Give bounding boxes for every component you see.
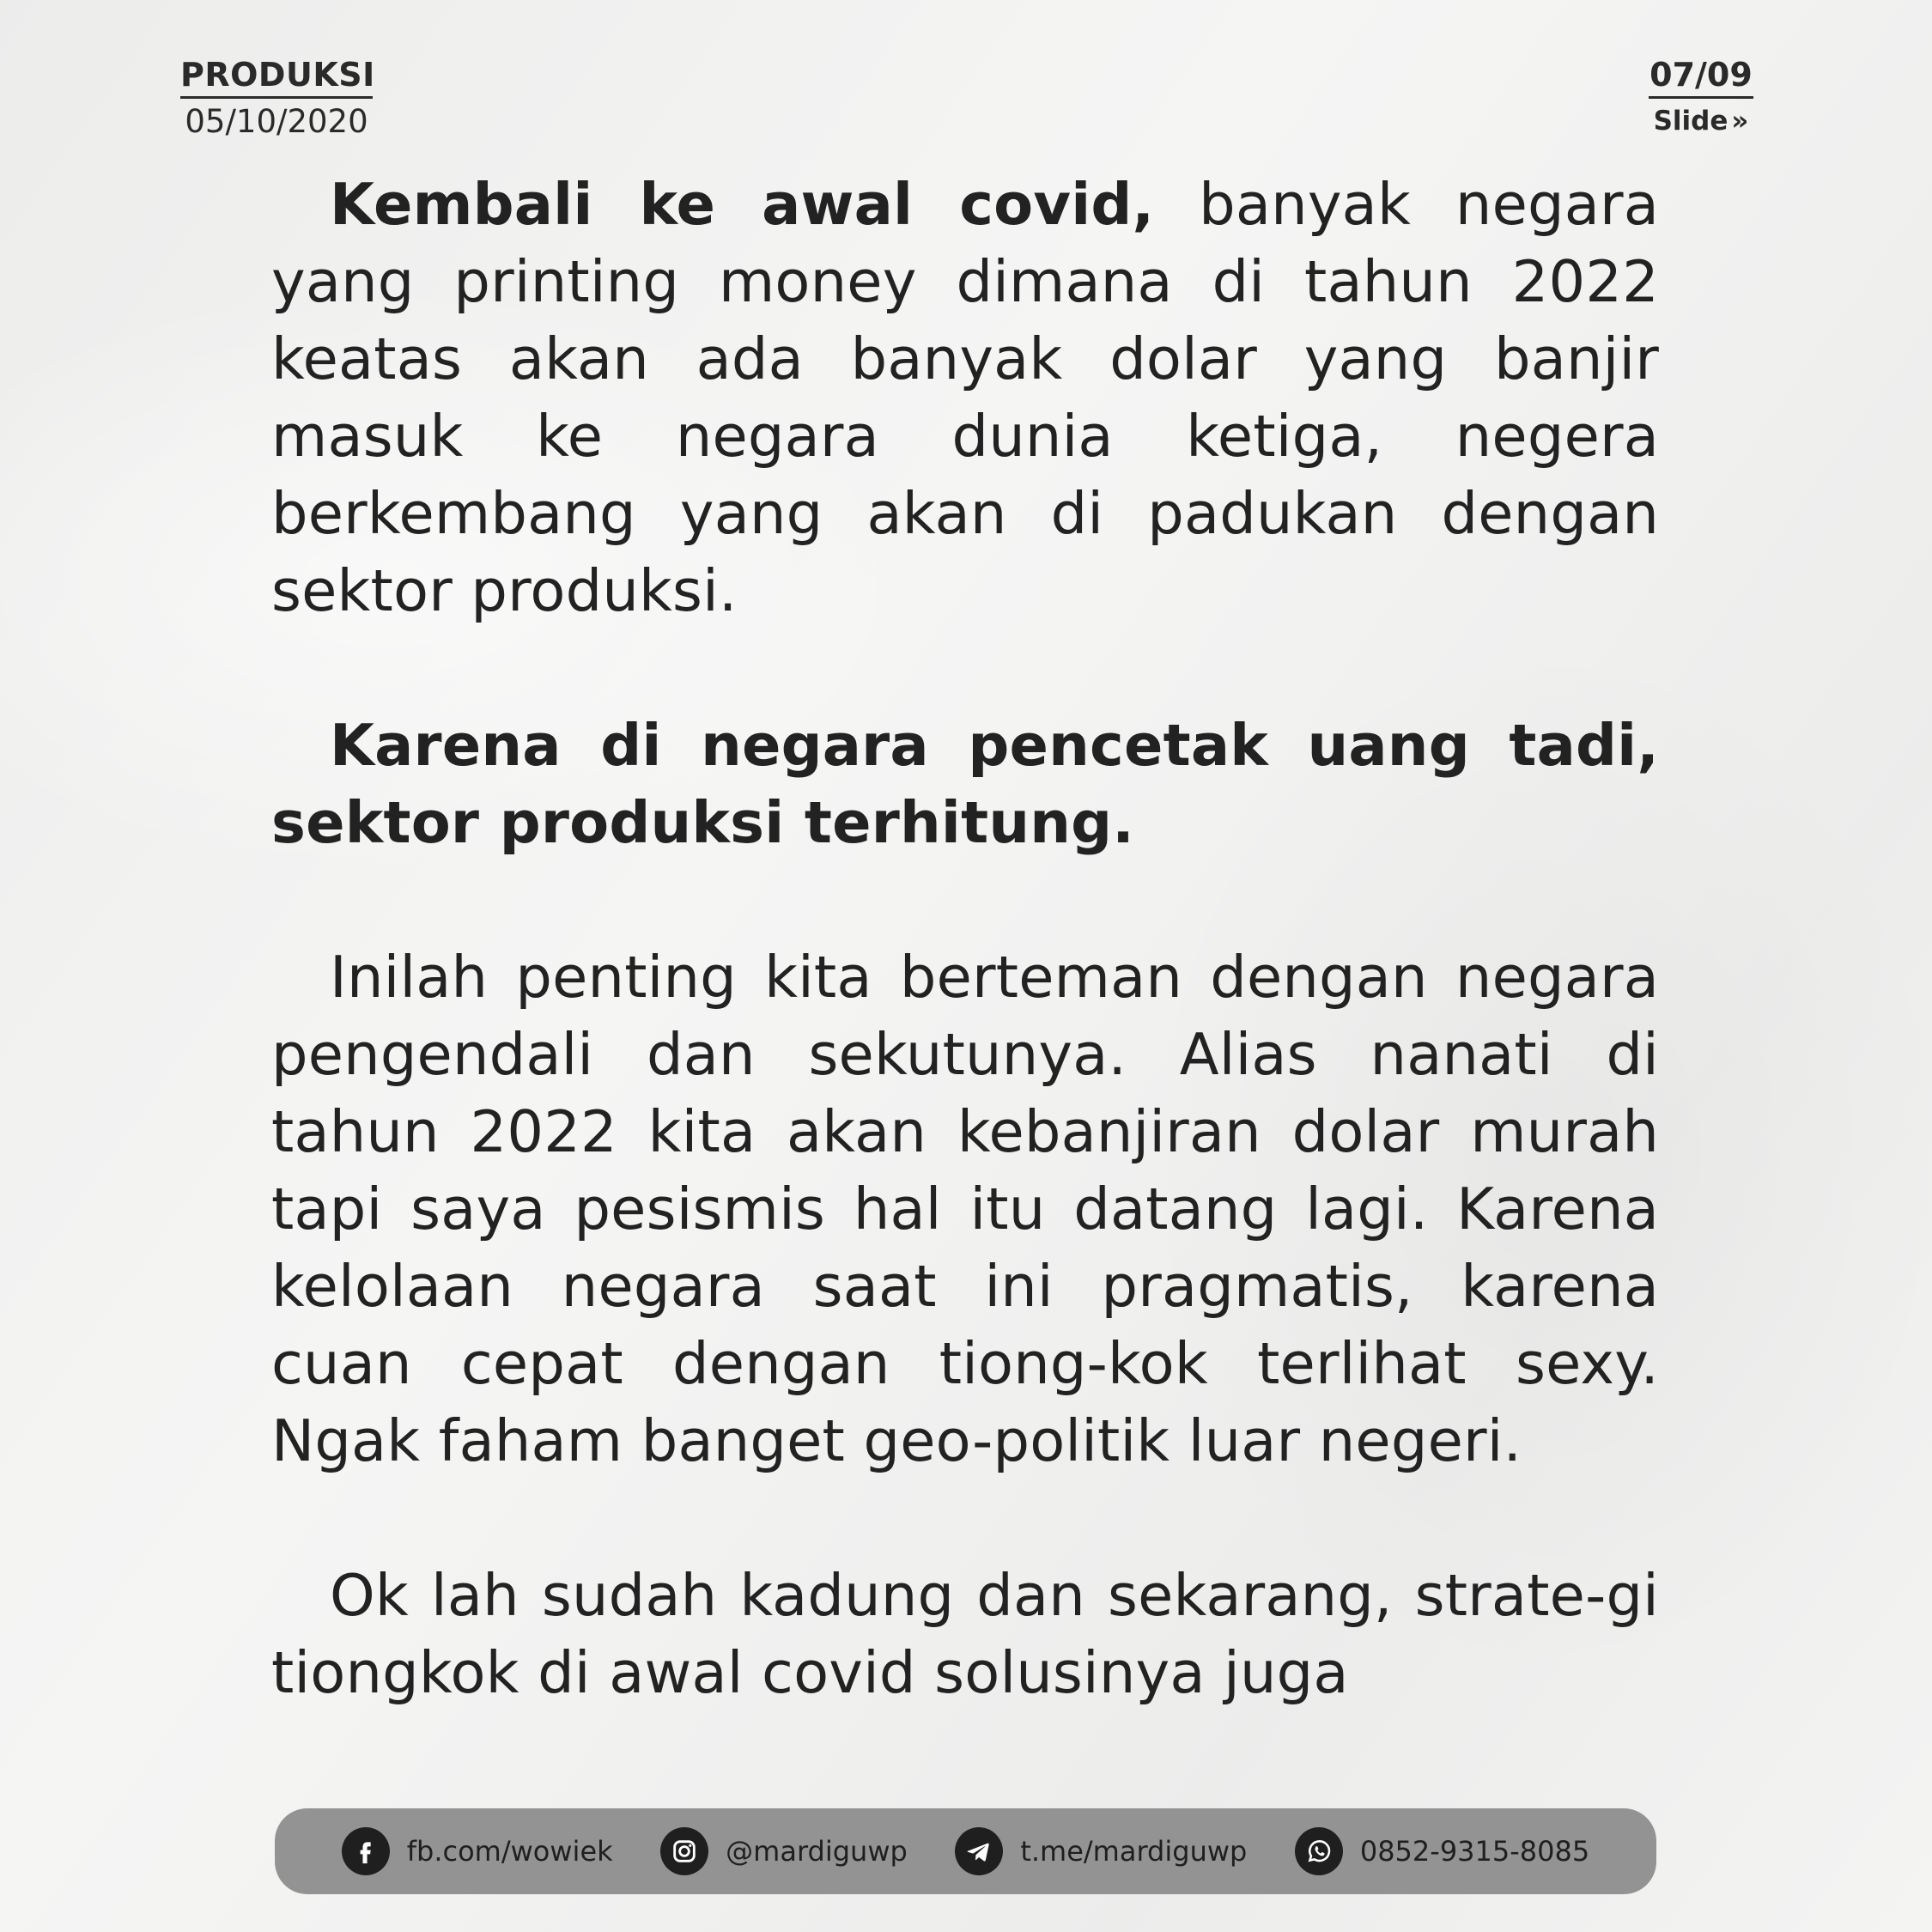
double-chevron-right-icon: » <box>1731 106 1749 137</box>
paragraph-1-text: banyak negara yang printing money dimana di tahun 2022 keatas akan ada banyak dolar yang banjir masuk ke negara dunia ketiga, negera berkembang yang akan di padukan dengan sektor produksi. <box>271 171 1659 624</box>
contact-instagram-label: @mardiguwp <box>726 1835 908 1868</box>
paragraph-4: Ok lah sudah kadung dan sekarang, strate-gi tiongkok di awal covid solusinya juga <box>271 1562 1659 1706</box>
slide-label: Slide <box>1653 106 1728 137</box>
header-page-block <box>1649 53 1753 143</box>
paragraph-2: Karena di negara pencetak uang tadi, sektor produksi terhitung. <box>271 712 1659 856</box>
contact-whatsapp[interactable] <box>1295 1827 1589 1875</box>
contact-telegram[interactable] <box>955 1827 1247 1875</box>
contact-whatsapp-label: 0852-9315-8085 <box>1359 1835 1590 1868</box>
contact-bar <box>275 1808 1656 1894</box>
paragraph-1-lead: Kembali ke awal covid, <box>330 171 1155 238</box>
contact-telegram-label: t.me/mardiguwp <box>1020 1835 1248 1868</box>
paragraph-3: Inilah penting kita berteman dengan negara pengendali dan sekutunya. Alias nanati di tahun 2022 kita akan kebanjiran dolar murah tapi saya pesismis hal itu datang lagi. Karena kelolaan negara saat ini pragmatis, karena cuan cepat dengan tiong-kok terlihat sexy. Ngak faham banget geo-politik luar negeri. <box>271 944 1659 1474</box>
telegram-icon <box>955 1827 1003 1875</box>
header-category-block <box>180 53 373 143</box>
contact-facebook[interactable] <box>342 1827 613 1875</box>
facebook-icon <box>342 1827 390 1875</box>
paragraph-1 <box>271 166 1659 629</box>
instagram-icon <box>660 1827 708 1875</box>
slide-hint <box>1649 99 1753 143</box>
contact-instagram[interactable] <box>660 1827 908 1875</box>
article-body <box>271 166 1659 1711</box>
category-label: PRODUKSI <box>180 53 373 99</box>
contact-facebook-label: fb.com/wowiek <box>406 1835 613 1868</box>
page-counter: 07/09 <box>1649 53 1753 99</box>
whatsapp-icon <box>1295 1827 1343 1875</box>
post-date: 05/10/2020 <box>185 103 368 140</box>
